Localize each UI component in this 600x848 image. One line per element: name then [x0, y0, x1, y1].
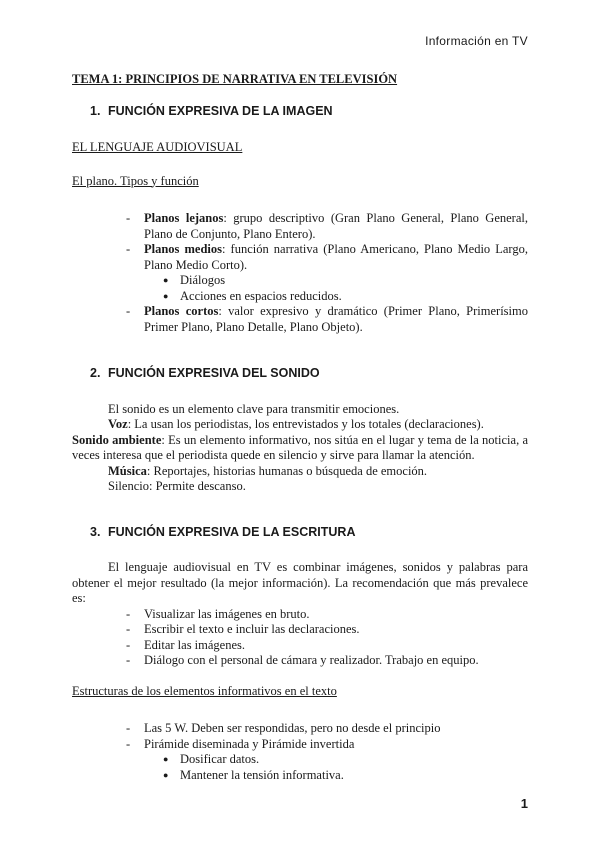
list-item [72, 768, 528, 784]
escritura-intro: El lenguaje audiovisual en TV es combinar imágenes, sonidos y palabras para obtener el mejor resultado (la mejor información). La recomendación que más prevalece es: [72, 560, 528, 605]
dash-marker: - [126, 736, 131, 751]
term-sonido-ambiente: Sonido ambiente [72, 432, 162, 447]
list-item [72, 653, 528, 669]
planos-list [72, 211, 528, 273]
sublist-text: Mantener la tensión informativa. [180, 767, 344, 782]
step-text: Diálogo con el personal de cámara y realizador. Trabajo en equipo. [144, 653, 479, 667]
dash-marker: - [126, 211, 131, 225]
list-item [72, 242, 528, 273]
page-content [72, 62, 528, 783]
list-item [72, 211, 528, 242]
estructuras-list [72, 721, 528, 752]
list-item [72, 737, 528, 753]
bullet-marker: ● [163, 754, 169, 764]
desc-planos-cortos: : valor expresivo y dramático (Primer Plano, Primerísimo Primer Plano, Plano Detalle, Plano Objeto). [144, 304, 528, 334]
recomendaciones-list [72, 607, 528, 669]
section-1-heading [90, 104, 528, 120]
desc-planos-lejanos: : grupo descriptivo (Gran Plano General, Plano General, Plano de Conjunto, Plano Entero). [144, 211, 528, 241]
sonido-musica [72, 464, 528, 480]
step-text: Visualizar las imágenes en bruto. [144, 606, 310, 621]
sonido-voz [72, 417, 528, 433]
step-text: Editar las imágenes. [144, 637, 246, 652]
structure-text: Pirámide diseminada y Pirámide invertida [144, 736, 355, 751]
sonido-silencio: Silencio: Permite descanso. [108, 479, 246, 493]
section-2-number: 2. [90, 366, 101, 380]
dash-marker: - [126, 653, 131, 667]
planos-list-cont [72, 304, 528, 335]
term-planos-cortos: Planos cortos [144, 304, 219, 318]
section-3-heading [90, 525, 528, 541]
bullet-marker: ● [163, 275, 169, 285]
dash-marker: - [126, 637, 131, 652]
bullet-marker: ● [163, 290, 169, 301]
list-item [72, 607, 528, 623]
term-musica: Música [108, 463, 147, 478]
desc-planos-medios: : función narrativa (Plano Americano, Plano Medio Largo, Plano Medio Corto). [144, 242, 528, 272]
dash-marker: - [126, 606, 131, 621]
term-planos-lejanos: Planos lejanos [144, 211, 224, 225]
sublist-text: Dosificar datos. [180, 752, 260, 766]
sonido-intro: El sonido es un elemento clave para transmitir emociones. [108, 401, 400, 416]
dash-marker: - [126, 242, 131, 256]
piramide-sublist [72, 752, 528, 783]
list-item [72, 273, 528, 289]
ambiente-text: : Es un elemento informativo, nos sitúa en el lugar y tema de la noticia, a veces interesa que el periodista quede en silencio y sirve para llamar la atención. [72, 432, 528, 462]
section-1-title: FUNCIÓN EXPRESIVA DE LA IMAGEN [108, 103, 333, 118]
sonido-ambiente [72, 433, 528, 464]
section-1-number: 1. [90, 103, 101, 118]
bullet-marker: ● [163, 769, 169, 780]
page-header: Información en TV [425, 34, 528, 48]
document-title: TEMA 1: PRINCIPIOS DE NARRATIVA EN TELEVISIÓN [72, 72, 398, 86]
section-3-number: 3. [90, 524, 101, 539]
section-3-title: FUNCIÓN EXPRESIVA DE LA ESCRITURA [108, 524, 356, 539]
page-number: 1 [520, 796, 528, 811]
dash-marker: - [126, 622, 131, 636]
list-item [72, 721, 528, 737]
sublist-text: Diálogos [180, 273, 226, 287]
section-2-heading [90, 366, 528, 382]
musica-text: : Reportajes, historias humanas o búsqueda de emoción. [146, 463, 428, 478]
subheading-lenguaje-audiovisual: EL LENGUAJE AUDIOVISUAL [72, 140, 243, 154]
term-voz: Voz [108, 417, 128, 431]
list-item [72, 622, 528, 638]
dash-marker: - [126, 304, 131, 318]
subheading-estructuras: Estructuras de los elementos informativos en el texto [72, 683, 337, 698]
structure-text: Las 5 W. Deben ser respondidas, pero no desde el principio [144, 721, 441, 735]
list-item [72, 638, 528, 654]
list-item [72, 289, 528, 305]
step-text: Escribir el texto e incluir las declaraciones. [144, 622, 360, 636]
planos-medios-sublist [72, 273, 528, 304]
sublist-text: Acciones en espacios reducidos. [180, 288, 342, 303]
list-item [72, 304, 528, 335]
voz-text: : La usan los periodistas, los entrevistados y los totales (declaraciones). [127, 417, 484, 431]
term-planos-medios: Planos medios [144, 242, 222, 256]
dash-marker: - [126, 721, 131, 735]
subheading-plano-tipos: El plano. Tipos y función [72, 173, 199, 188]
section-2-title: FUNCIÓN EXPRESIVA DEL SONIDO [108, 366, 320, 380]
list-item [72, 752, 528, 768]
